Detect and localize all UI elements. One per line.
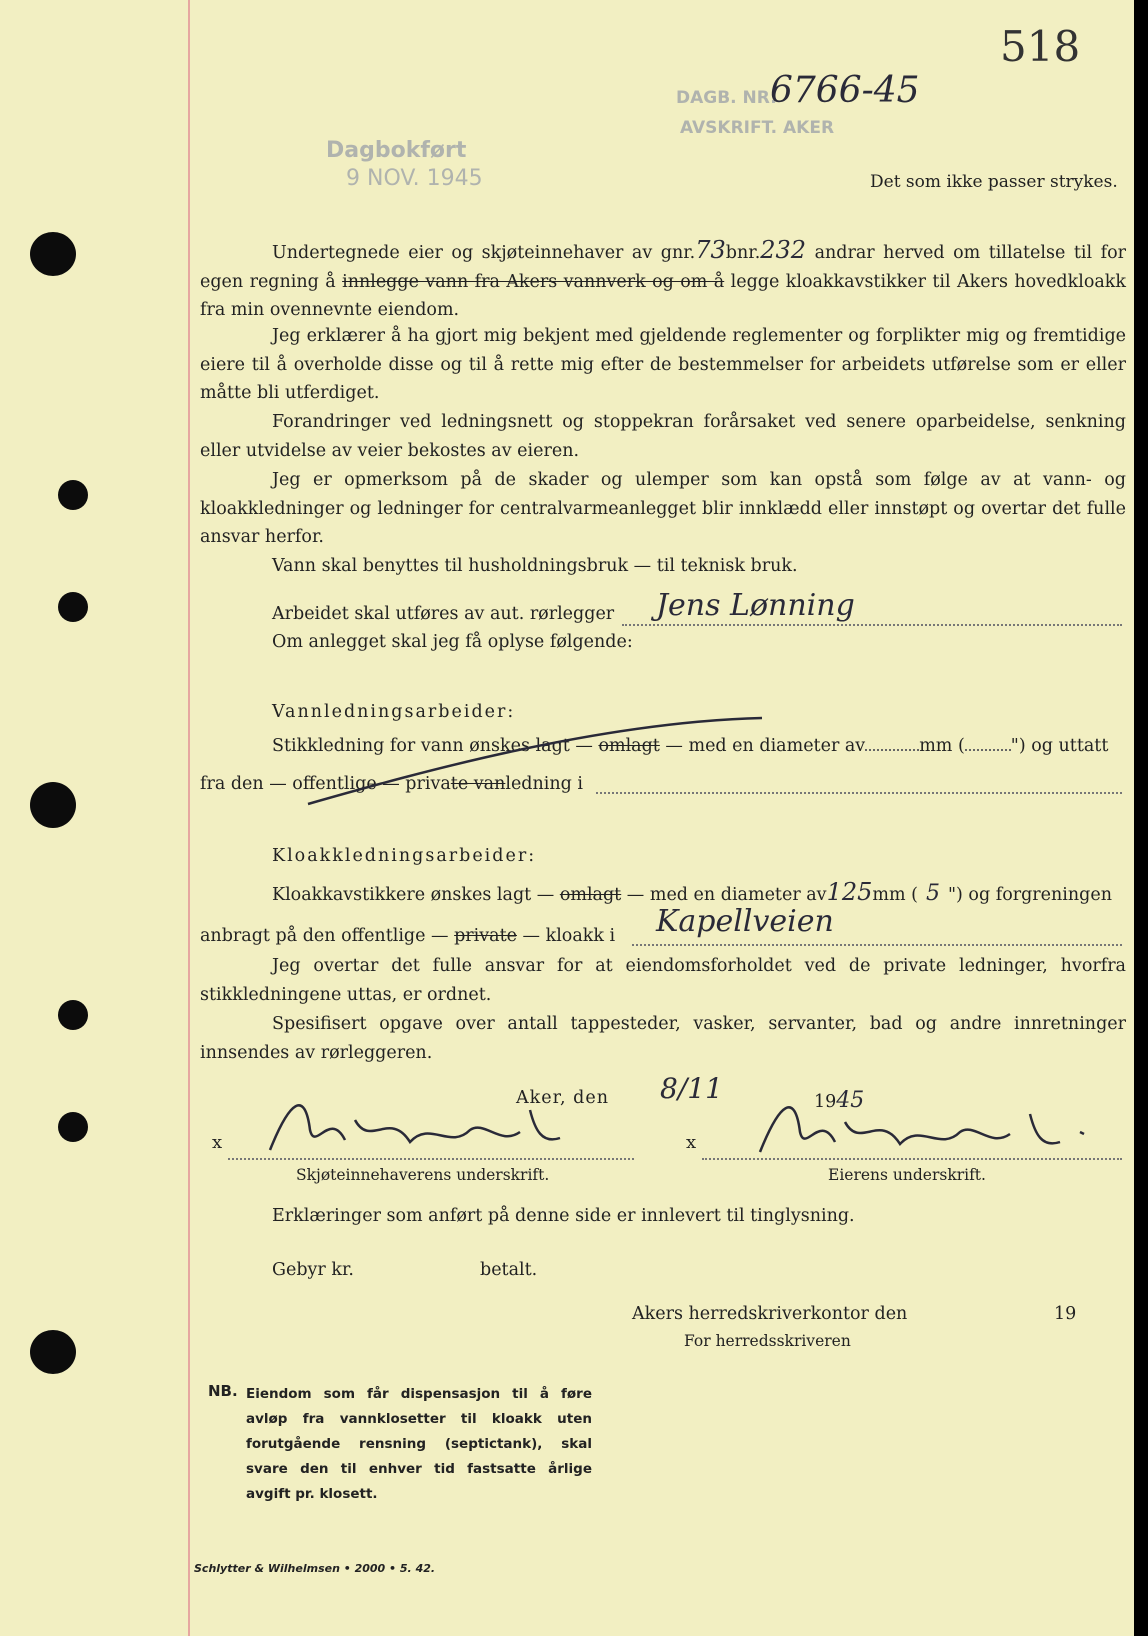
date-day: 8/11 xyxy=(660,1072,723,1105)
sewer-text-e: anbragt på den offentlige — xyxy=(200,926,455,946)
dagb-number: 6766-45 xyxy=(770,70,920,111)
sewer-heading: Kloakkledningsarbeider: xyxy=(272,846,537,866)
struck-private: private xyxy=(454,926,517,946)
struck-omlagt: omlagt xyxy=(598,736,660,756)
registry-year: 19 xyxy=(1054,1304,1077,1324)
water-text-e: fra den — offentlige — priva xyxy=(200,774,451,794)
cancel-stroke xyxy=(300,712,770,812)
holder-x-mark: x xyxy=(212,1132,223,1153)
sewer-diameter: 125 xyxy=(826,878,873,906)
year-suffix: 45 xyxy=(836,1088,865,1113)
para1-text-b: bnr. xyxy=(725,243,761,263)
sewer-street-line xyxy=(632,944,1122,946)
diameter-blank xyxy=(865,748,919,751)
holder-signature xyxy=(260,1090,580,1162)
registry-for: For herredsskriveren xyxy=(684,1332,851,1350)
year-prefix: 19 xyxy=(814,1092,837,1112)
sewer-text-a: Kloakkavstikkere ønskes lagt — xyxy=(272,885,560,905)
plumber-line xyxy=(622,624,1122,626)
punch-hole xyxy=(30,232,76,276)
dagbokfort-stamp: Dagbokført xyxy=(326,138,467,163)
water-text-c: mm ( xyxy=(919,736,965,756)
stamp-date: 9 NOV. 1945 xyxy=(346,166,483,191)
owner-signature xyxy=(750,1092,1110,1164)
punch-hole xyxy=(58,480,88,510)
water-heading: Vannledningsarbeider: xyxy=(272,702,516,722)
bnr-value: 232 xyxy=(760,236,807,264)
plumber-name: Jens Lønning xyxy=(656,588,855,623)
inform-label: Om anlegget skal jeg få oplyse følgende: xyxy=(272,632,633,652)
dagb-label: DAGB. NR. xyxy=(676,88,777,108)
changes-paragraph: Forandringer ved ledningsnett og stoppekran forårsaket ved senere oparbeidelse, senkning eller utvidelse av veier bekostes av eieren. xyxy=(200,412,1126,461)
sewer-line-1 xyxy=(272,878,1112,906)
sewer-inches: 5 xyxy=(925,881,940,906)
printer-imprint: Schlytter & Wilhelmsen • 2000 • 5. 42. xyxy=(194,1562,436,1575)
sewer-street: Kapellveien xyxy=(656,904,834,939)
instruction-note: Det som ikke passer strykes. xyxy=(870,172,1118,192)
owner-signature-label: Eierens underskrift. xyxy=(828,1166,986,1184)
para1-text-d: legge kloakkavstikker til Akers hovedkloakk fra min ovennevnte eiendom. xyxy=(200,271,1127,320)
punch-hole xyxy=(58,592,88,622)
para1-text-c: andrar herved om tillatelse til for egen regning å xyxy=(200,243,1126,292)
punch-hole xyxy=(30,782,76,828)
fee-label: Gebyr kr. xyxy=(272,1260,354,1280)
holder-signature-label: Skjøteinnehaverens underskrift. xyxy=(296,1166,550,1184)
water-text-b: — med en diameter av xyxy=(659,736,866,756)
struck-water-clause: innlegge vann fra Akers vannverk og om å xyxy=(342,271,725,292)
paid-label: betalt. xyxy=(480,1260,538,1280)
sewer-text-f: — kloakk i xyxy=(516,926,616,946)
specification-paragraph: Spesifisert opgave over antall tappesteder, vasker, servanter, bad og andre innretninger innsendes av rørleggeren. xyxy=(200,1014,1126,1063)
note-text: Eiendom som får dispensasjon til å føre avløp fra vannklosetter til kloakk uten forutgående rensning (septictank), skal svare den til enhver tid fastsatte årlige avgift pr. klosett. xyxy=(246,1386,592,1502)
avskrift-stamp: AVSKRIFT. AKER xyxy=(680,118,835,138)
plumber-label: Arbeidet skal utføres av aut. rørlegger xyxy=(272,604,615,624)
ownership-paragraph: Jeg overtar det fulle ansvar for at eiendomsforholdet ved de private ledninger, hvorfra stikkledningene uttas, er ordnet. xyxy=(200,956,1126,1005)
note-label: NB. xyxy=(208,1382,238,1400)
sewer-text-b: — med en diameter av xyxy=(621,885,827,905)
sewer-line-2 xyxy=(200,926,615,946)
registry-office: Akers herredskriverkontor den xyxy=(632,1304,908,1324)
water-text-d: ") og uttatt xyxy=(1010,736,1109,756)
water-use-paragraph: Vann skal benyttes til husholdningsbruk — til teknisk bruk. xyxy=(272,556,798,576)
struck-vann: te van xyxy=(450,774,506,794)
date-place: Aker, den xyxy=(516,1088,609,1108)
margin-rule xyxy=(188,0,190,1636)
sewer-text-c: mm ( xyxy=(872,885,918,905)
gnr-value: 73 xyxy=(695,236,726,264)
punch-hole xyxy=(30,1330,76,1374)
application-paragraph xyxy=(200,236,1126,325)
inch-blank xyxy=(965,748,1011,751)
water-text-f: ledning i xyxy=(505,774,583,794)
declaration-paragraph: Jeg erklærer å ha gjort mig bekjent med gjeldende reglementer og forplikter mig og fremtidige eiere til å overholde disse og til å rette mig efter de bestemmelser for arbeidets utførelse som er eller måtte bli utferdiget. xyxy=(200,326,1126,403)
para1-text-a: Undertegnede eier og skjøteinnehaver av gnr. xyxy=(272,243,696,263)
registry-declaration: Erklæringer som anført på denne side er innlevert til tinglysning. xyxy=(272,1206,855,1226)
water-text-a: Stikkledning for vann ønskes lagt — xyxy=(272,736,599,756)
punch-hole xyxy=(58,1000,88,1030)
struck-omlagt-sewer: omlagt xyxy=(559,885,622,905)
owner-x-mark: x xyxy=(686,1132,697,1153)
punch-hole xyxy=(58,1112,88,1142)
page-number: 518 xyxy=(1000,22,1081,71)
sewer-text-d: ") og forgreningen xyxy=(947,885,1112,905)
damage-paragraph: Jeg er opmerksom på de skader og ulemper som kan opstå som følge av at vann- og kloakkledninger og ledninger for centralvarmeanlegget blir innklædd eller innstøpt og overtar det fulle ansvar herfor. xyxy=(200,470,1126,547)
